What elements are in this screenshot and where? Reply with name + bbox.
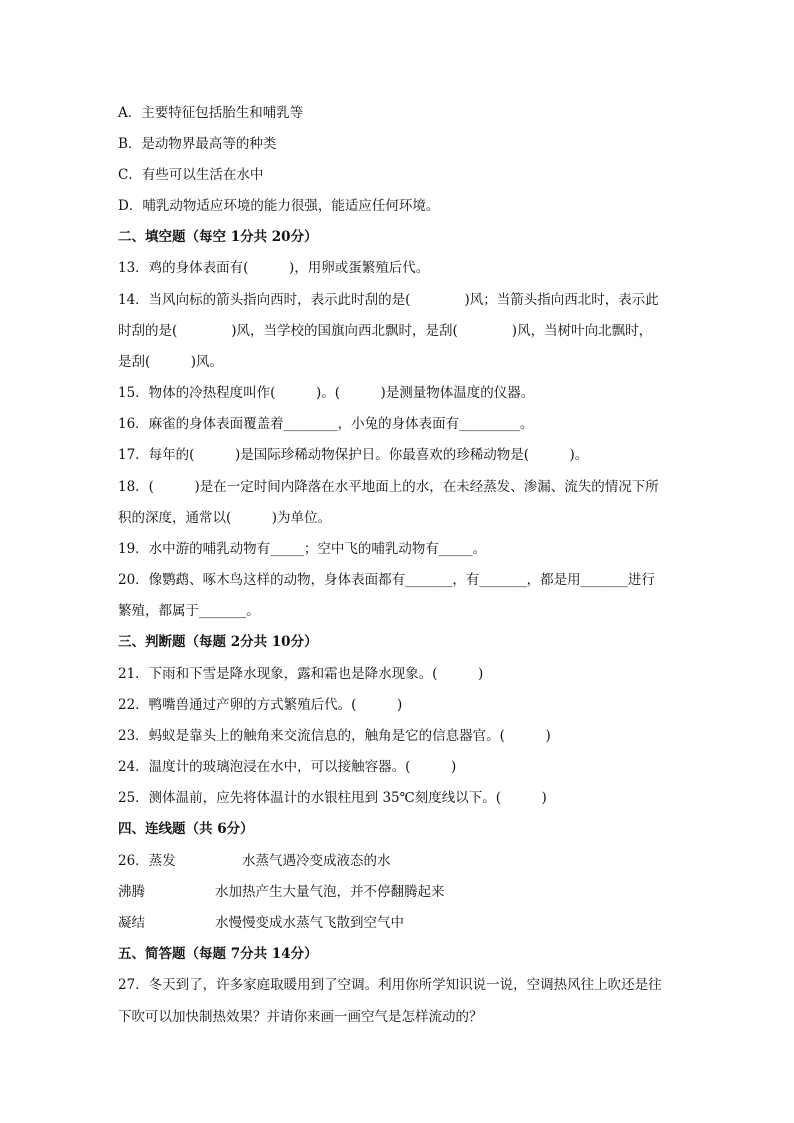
question-16: 16．麻雀的身体表面覆盖着________，小兔的身体表面有_________。: [118, 416, 534, 432]
question-20-line-2: 繁殖，都属于_______。: [118, 603, 260, 619]
question-14-line-2: 时刮的是( )风，当学校的国旗向西北飘时，是刮( )风，当树叶向北飘时，: [118, 323, 653, 339]
matching-right-3: 水慢慢变成水蒸气飞散到空气中: [215, 915, 404, 931]
matching-left-3: 凝结: [118, 915, 145, 931]
question-24: 24．温度计的玻璃泡浸在水中，可以接触容器。( ): [118, 759, 457, 775]
question-13: 13．鸡的身体表面有( )，用卵或蛋繁殖后代。: [118, 260, 430, 276]
question-14-line-1: 14．当风向标的箭头指向西时，表示此时刮的是( )风；当箭头指向西北时，表示此: [118, 292, 659, 308]
option-b: B．是动物界最高等的种类: [118, 136, 277, 152]
matching-right-1: 水蒸气遇冷变成液态的水: [242, 853, 391, 869]
question-27-line-2: 下吹可以加快制热效果？并请你来画一画空气是怎样流动的？: [118, 1009, 483, 1025]
question-20-line-1: 20．像鹦鹉、啄木鸟这样的动物，身体表面都有_______，有_______，都是用_______进行: [118, 572, 655, 588]
section-heading-short-answer: 五、简答题（每题 7分共 14分）: [118, 946, 318, 962]
option-d: D．哺乳动物适应环境的能力很强，能适应任何环境。: [118, 198, 440, 214]
question-21: 21．下雨和下雪是降水现象，露和霜也是降水现象。( ): [118, 666, 484, 682]
section-heading-true-false: 三、判断题（每题 2分共 10分）: [118, 634, 318, 650]
matching-right-2: 水加热产生大量气泡，并不停翻腾起来: [215, 884, 445, 900]
question-22: 22．鸭嘴兽通过产卵的方式繁殖后代。( ): [118, 697, 403, 713]
matching-left-2: 沸腾: [118, 884, 145, 900]
question-25: 25．测体温前，应先将体温计的水银柱甩到 35℃刻度线以下。( ): [118, 790, 547, 806]
option-a: A．主要特征包括胎生和哺乳等: [118, 105, 304, 121]
section-heading-fill-blank: 二、填空题（每空 1分共 20分）: [118, 229, 318, 245]
question-27-line-1: 27．冬天到了，许多家庭取暖用到了空调。利用你所学知识说一说，空调热风往上吹还是往: [118, 977, 662, 993]
question-17: 17．每年的( )是国际珍稀动物保护日。你最喜欢的珍稀动物是( )。: [118, 447, 589, 463]
matching-left-1: 26．蒸发: [118, 853, 176, 869]
question-19: 19．水中游的哺乳动物有_____；空中飞的哺乳动物有_____。: [118, 541, 487, 557]
question-23: 23．蚂蚁是靠头上的触角来交流信息的，触角是它的信息器官。( ): [118, 728, 551, 744]
section-heading-matching: 四、连线题（共 6分）: [118, 821, 254, 837]
question-15: 15．物体的冷热程度叫作( )。( )是测量物体温度的仪器。: [118, 385, 535, 401]
question-18-line-2: 积的深度，通常以( )为单位。: [118, 510, 332, 526]
question-18-line-1: 18．( )是在一定时间内降落在水平地面上的水，在未经蒸发、渗漏、流失的情况下所: [118, 479, 659, 495]
question-14-line-3: 是刮( )风。: [118, 354, 224, 370]
option-c: C．有些可以生活在水中: [118, 167, 264, 183]
